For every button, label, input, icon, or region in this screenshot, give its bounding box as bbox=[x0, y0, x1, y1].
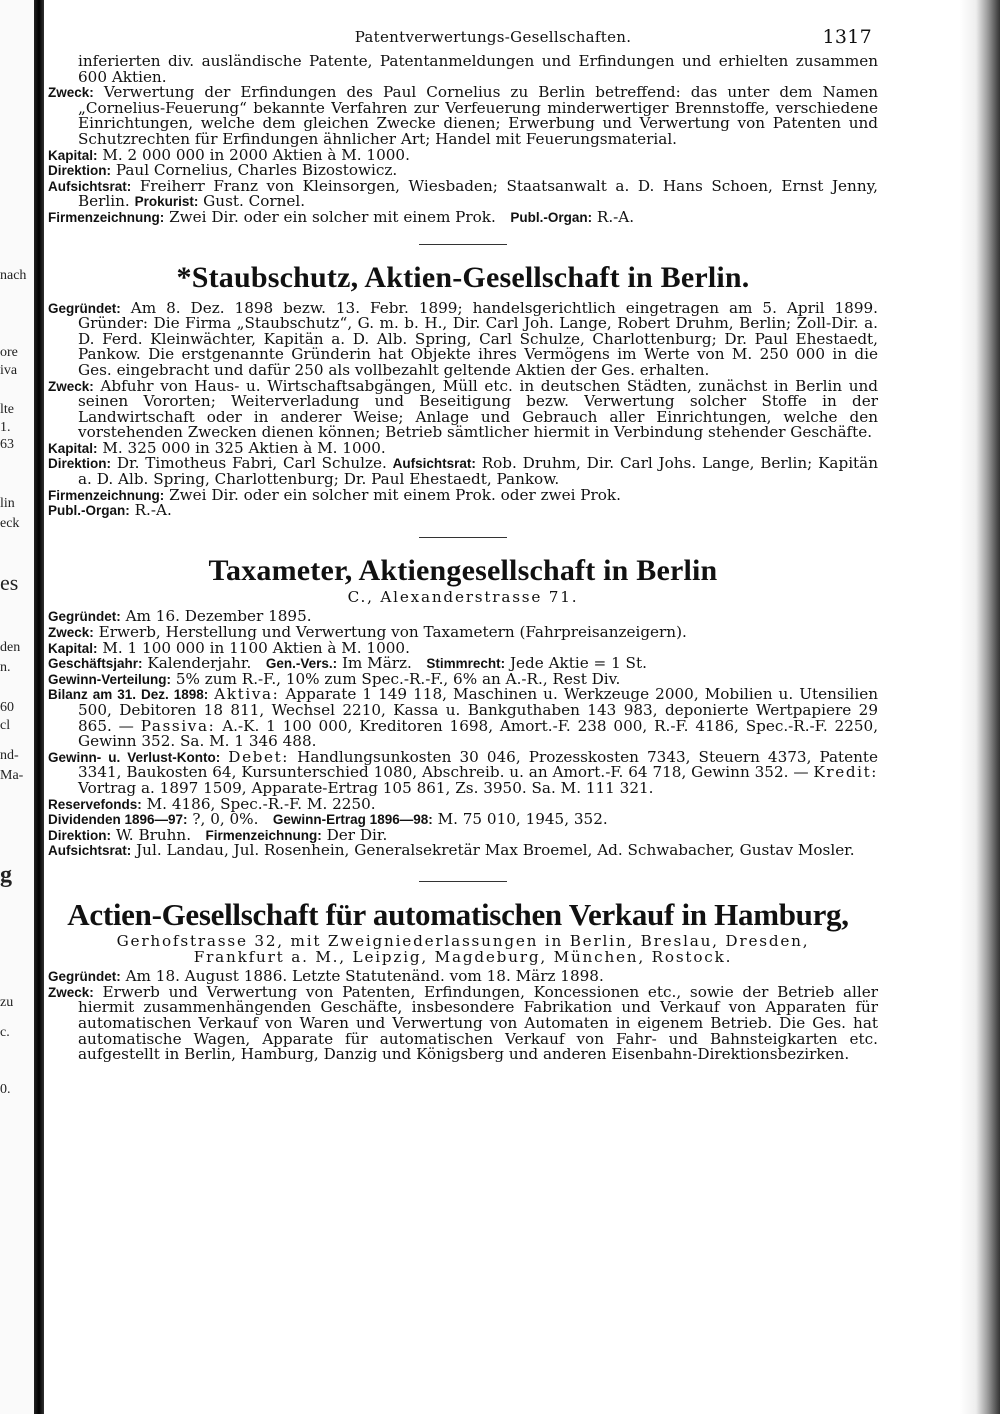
value-kapital: M. 325 000 in 325 Aktien à M. 1000. bbox=[102, 438, 386, 457]
label-firmenzeichnung: Firmenzeichnung: bbox=[48, 209, 165, 225]
section-divider bbox=[419, 537, 507, 538]
margin-fragment: cl bbox=[0, 718, 11, 733]
label-direktion: Direktion: bbox=[48, 456, 112, 472]
label-kredit: Kredit: bbox=[813, 763, 879, 782]
margin-fragment: 0. bbox=[0, 1082, 11, 1097]
entry-gegruendet bbox=[48, 298, 878, 379]
value-kredit: Vortrag a. 1897 1509, Apparate-Ertrag 105 861, Zs. 3950. Sa. M. 111 321. bbox=[78, 778, 654, 797]
label-kapital: Kapital: bbox=[48, 640, 98, 656]
value-aufsichtsrat: Jul. Landau, Jul. Rosenhein, Generalsekretär Max Broemel, Ad. Schwabacher, Gustav Mosler. bbox=[136, 841, 855, 860]
label-gen-vers: Gen.-Vers.: bbox=[265, 656, 338, 672]
entry-direktion bbox=[48, 456, 878, 487]
label-gegruendet: Gegründet: bbox=[48, 300, 121, 316]
label-aufsichtsrat: Aufsichtsrat: bbox=[392, 456, 476, 472]
margin-fragment: g bbox=[0, 862, 12, 888]
value-zweck: Erwerb, Herstellung und Verwertung von Taxametern (Fahrpreisanzeigern). bbox=[98, 623, 687, 642]
value-gegruendet: Am 16. Dezember 1895. bbox=[125, 607, 312, 626]
label-dividenden: Dividenden 1896—97: bbox=[48, 812, 188, 828]
value-kapital: M. 1 100 000 in 1100 Aktien à M. 1000. bbox=[102, 638, 410, 657]
value-prokurist: Gust. Cornel. bbox=[203, 192, 306, 211]
label-bilanz: Bilanz am 31. Dez. 1898: bbox=[48, 687, 209, 703]
value-direktion: Dr. Timotheus Fabri, Carl Schulze. bbox=[116, 454, 387, 473]
margin-fragment: eck bbox=[0, 516, 20, 531]
header-title: Patentverwertungs-Gesellschaften. bbox=[354, 28, 632, 46]
entry-zweck bbox=[48, 85, 878, 147]
value-zweck: Erwerb und Verwertung von Patenten, Erfindungen, Koncessionen etc., sowie der Betrieb aller hiermit zusammenhängenden Geschäfte, insbesondere Fabrikation und Verkauf von Apparaten für automatischen Verkauf von Waren und Verwertung von Automaten in eigenem Betrieb. Die Ges. hat automatische Wagen, Apparate für automatischen Verkauf von Fahr- und Bahnsteigkarten etc. aufgestellt in Berlin, Hamburg, Danzig und Königsberg und anderen Eisenbahn-Direktionsbezirken. bbox=[78, 982, 879, 1064]
label-stimmrecht: Stimmrecht: bbox=[426, 656, 506, 672]
entry-gewinn-verlust-konto bbox=[48, 747, 879, 797]
margin-fragment: lte bbox=[0, 402, 14, 417]
label-passiva: Passiva: bbox=[140, 716, 216, 735]
label-zweck: Zweck: bbox=[48, 625, 94, 641]
margin-fragment: den bbox=[0, 640, 21, 655]
continuation-text: inferierten div. ausländische Patente, Patentanmeldungen und Erfindungen und erhielten zusammen 600 Aktien. bbox=[78, 52, 878, 86]
value-gen-vers: Im März. bbox=[341, 654, 412, 673]
label-gewinn-verlust-konto: Gewinn- u. Verlust-Konto: bbox=[48, 749, 221, 765]
value-direktion: W. Bruhn. bbox=[115, 825, 192, 844]
company-address: Gerhofstrasse 32, mit Zweigniederlassungen in Berlin, Breslau, Dresden, Frankfurt a. M., Leipzig, Magdeburg, München, Rostock. bbox=[116, 931, 810, 966]
book-binding-shadow bbox=[34, 0, 44, 1414]
entry-zweck bbox=[48, 376, 878, 442]
value-gegruendet: Am 18. August 1886. Letzte Statutenänd. vom 18. März 1898. bbox=[125, 967, 604, 986]
running-header bbox=[48, 26, 878, 54]
label-aufsichtsrat: Aufsichtsrat: bbox=[48, 178, 132, 194]
label-geschaeftsjahr: Geschäftsjahr: bbox=[48, 656, 143, 672]
margin-fragment: es bbox=[0, 570, 19, 595]
value-firmenzeichnung: Der Dir. bbox=[326, 825, 388, 844]
entry-zweck bbox=[48, 982, 879, 1064]
company-title: Actien-Gesellschaft für automatischen Verkauf in Hamburg, bbox=[67, 896, 849, 932]
value-publ-organ: R.-A. bbox=[596, 207, 635, 226]
label-reservefonds: Reservefonds: bbox=[48, 796, 142, 812]
margin-fragment: n. bbox=[0, 660, 11, 675]
value-gewinn-ertrag: M. 75 010, 1945, 352. bbox=[437, 810, 608, 829]
value-aktiva: Apparate 1 149 118, Maschinen u. Werkzeuge 2000, Mobilien u. Utensilien 500, Debitoren 18 811, Wechsel 2210, Kassa u. Bankguthaben 143 983, deponierte Wertpapiere 29 865. — bbox=[78, 685, 879, 735]
margin-fragment: 60 bbox=[0, 700, 14, 715]
value-kapital: M. 2 000 000 in 2000 Aktien à M. 1000. bbox=[102, 145, 410, 164]
label-direktion: Direktion: bbox=[48, 827, 112, 843]
label-zweck: Zweck: bbox=[48, 85, 94, 101]
label-publ-organ: Publ.-Organ: bbox=[510, 209, 593, 225]
section-previous-company bbox=[48, 54, 878, 226]
entry-firmenzeichnung bbox=[48, 207, 878, 226]
label-firmenzeichnung: Firmenzeichnung: bbox=[205, 827, 322, 843]
label-zweck: Zweck: bbox=[48, 378, 94, 394]
value-gegruendet: Am 8. Dez. 1898 bezw. 13. Febr. 1899; handelsgerichtlich eingetragen am 5. April 1899. Gründer: Die Firma „Staubschutz“, G. m. b. H., Dir. Carl Joh. Lange, Robert Druhm, Berlin; Zoll-Dir. a. D. Ferd. Kleinwächter, Kapitän a. D. Alb. Spring, Carl Schulze, Charlottenburg; Dr. Paul Ehestaedt, Pankow. Die erstgenannte Gründerin hat Objekte ihres Vermögens im Werte von M. 250 000 in die Ges. eingebracht und dafür 250 als vollbezahlt geltende Aktien der Ges. erhalten. bbox=[78, 298, 878, 379]
company-title: Taxameter, Aktiengesellschaft in Berlin bbox=[208, 553, 718, 587]
label-direktion: Direktion: bbox=[48, 163, 112, 179]
label-prokurist: Prokurist: bbox=[134, 194, 199, 210]
value-reservefonds: M. 4186, Spec.-R.-F. M. 2250. bbox=[146, 794, 376, 813]
value-stimmrecht: Jede Aktie = 1 St. bbox=[509, 654, 647, 673]
label-gegruendet: Gegründet: bbox=[48, 969, 121, 985]
company-title: *Staubschutz, Aktien-Gesellschaft in Berlin. bbox=[176, 260, 750, 294]
label-aufsichtsrat: Aufsichtsrat: bbox=[48, 843, 132, 859]
margin-fragment: ore bbox=[0, 345, 18, 360]
section-hamburg bbox=[48, 898, 878, 1063]
right-page-edge bbox=[960, 0, 1000, 1414]
document-page bbox=[48, 26, 879, 1064]
value-gewinn-verteilung: 5% zum R.-F., 10% zum Spec.-R.-F., 6% an A.-R., Rest Div. bbox=[175, 669, 621, 688]
label-gegruendet: Gegründet: bbox=[48, 609, 121, 625]
section-divider bbox=[419, 244, 507, 245]
page-number: 1317 bbox=[822, 26, 872, 48]
label-zweck: Zweck: bbox=[48, 984, 94, 1000]
label-publ-organ: Publ.-Organ: bbox=[48, 503, 130, 519]
margin-fragment: zu bbox=[0, 995, 14, 1010]
value-aufsichtsrat: Rob. Druhm, Dir. Carl Johs. Lange, Berlin; Kapitän a. D. Alb. Spring, Charlottenburg; Dr. Paul Ehestaedt, Pankow. bbox=[78, 454, 879, 489]
section-taxameter bbox=[48, 554, 878, 859]
value-aufsichtsrat: Freiherr Franz von Kleinsorgen, Wiesbaden; Staatsanwalt a. D. Hans Schoen, Ernst Jenny, Berlin. bbox=[78, 176, 878, 211]
label-gewinn-ertrag: Gewinn-Ertrag 1896—98: bbox=[272, 812, 433, 828]
entry-publ-organ bbox=[48, 503, 878, 519]
company-address: C., Alexanderstrasse 71. bbox=[347, 587, 579, 606]
margin-fragment: lin bbox=[0, 496, 15, 511]
section-divider bbox=[419, 881, 507, 882]
section-staubschutz bbox=[48, 261, 878, 519]
margin-fragment: c. bbox=[0, 1025, 10, 1040]
label-kapital: Kapital: bbox=[48, 147, 98, 163]
label-firmenzeichnung: Firmenzeichnung: bbox=[48, 487, 165, 503]
value-firmenzeichnung: Zwei Dir. oder ein solcher mit einem Prok. oder zwei Prok. bbox=[169, 485, 621, 504]
margin-fragment: nach bbox=[0, 268, 27, 283]
margin-fragment: 63 bbox=[0, 437, 14, 452]
entry-firmenzeichnung bbox=[48, 485, 878, 504]
margin-fragment: iva bbox=[0, 363, 18, 378]
value-zweck: Verwertung der Erfindungen des Paul Cornelius zu Berlin betreffend: das unter dem Namen „Cornelius-Feuerung“ bekannte Verfahren zur Verfeuerung minderwertiger Brennstoffe, verschiedene Einrichtungen, welche dem gleichen Zwecke dienen; Erwerbung und Verwertung von Patenten und Schutzrechten für Erfindungen ähnlicher Art; Handel mit Feuerungsmaterial. bbox=[78, 83, 879, 148]
value-geschaeftsjahr: Kalenderjahr. bbox=[147, 654, 252, 673]
entry-aufsichtsrat bbox=[48, 176, 878, 211]
label-aktiva: Aktiva: bbox=[214, 685, 280, 704]
value-dividenden: ?, 0, 0%. bbox=[192, 810, 259, 829]
margin-fragment: 1. bbox=[0, 420, 11, 435]
value-firmenzeichnung: Zwei Dir. oder ein solcher mit einem Prok. bbox=[169, 207, 496, 226]
value-zweck: Abfuhr von Haus- u. Wirtschaftsabgängen, Müll etc. in deutschen Städten, zunächst in Berlin und seinen Vororten; Weiterverladung und Beseitigung bezw. Verwertung solcher Stoffe in der Landwirtschaft oder in anderer Weise; Anlage und Gebrauch aller Einrichtungen, welche den vorstehenden Zwecken dienen können; Betrieb sämtlicher hiermit in Verbindung stehender Geschäfte. bbox=[78, 376, 878, 442]
entry-bilanz bbox=[48, 687, 878, 749]
margin-fragment: Ma- bbox=[0, 768, 24, 783]
entry-aufsichtsrat bbox=[48, 843, 878, 859]
label-kapital: Kapital: bbox=[48, 440, 98, 456]
value-passiva: A.-K. 1 100 000, Kreditoren 1698, Amort.-F. 238 000, R.-F. 4186, Spec.-R.-F. 2250, Gewinn 352. Sa. M. 1 346 488. bbox=[78, 716, 879, 751]
value-publ-organ: R.-A. bbox=[134, 501, 172, 520]
value-debet: Handlungsunkosten 30 046, Prozesskosten 7343, Steuern 4373, Patente 3341, Baukosten 64, Kursunterschied 1080, Abschreib. u. an Amort.-F. 64 718, Gewinn 352. — bbox=[78, 747, 879, 782]
label-debet: Debet: bbox=[228, 747, 289, 766]
value-direktion: Paul Cornelius, Charles Bizostowicz. bbox=[115, 161, 398, 180]
label-gewinn-verteilung: Gewinn-Verteilung: bbox=[48, 671, 172, 687]
margin-fragment: nd- bbox=[0, 748, 19, 763]
